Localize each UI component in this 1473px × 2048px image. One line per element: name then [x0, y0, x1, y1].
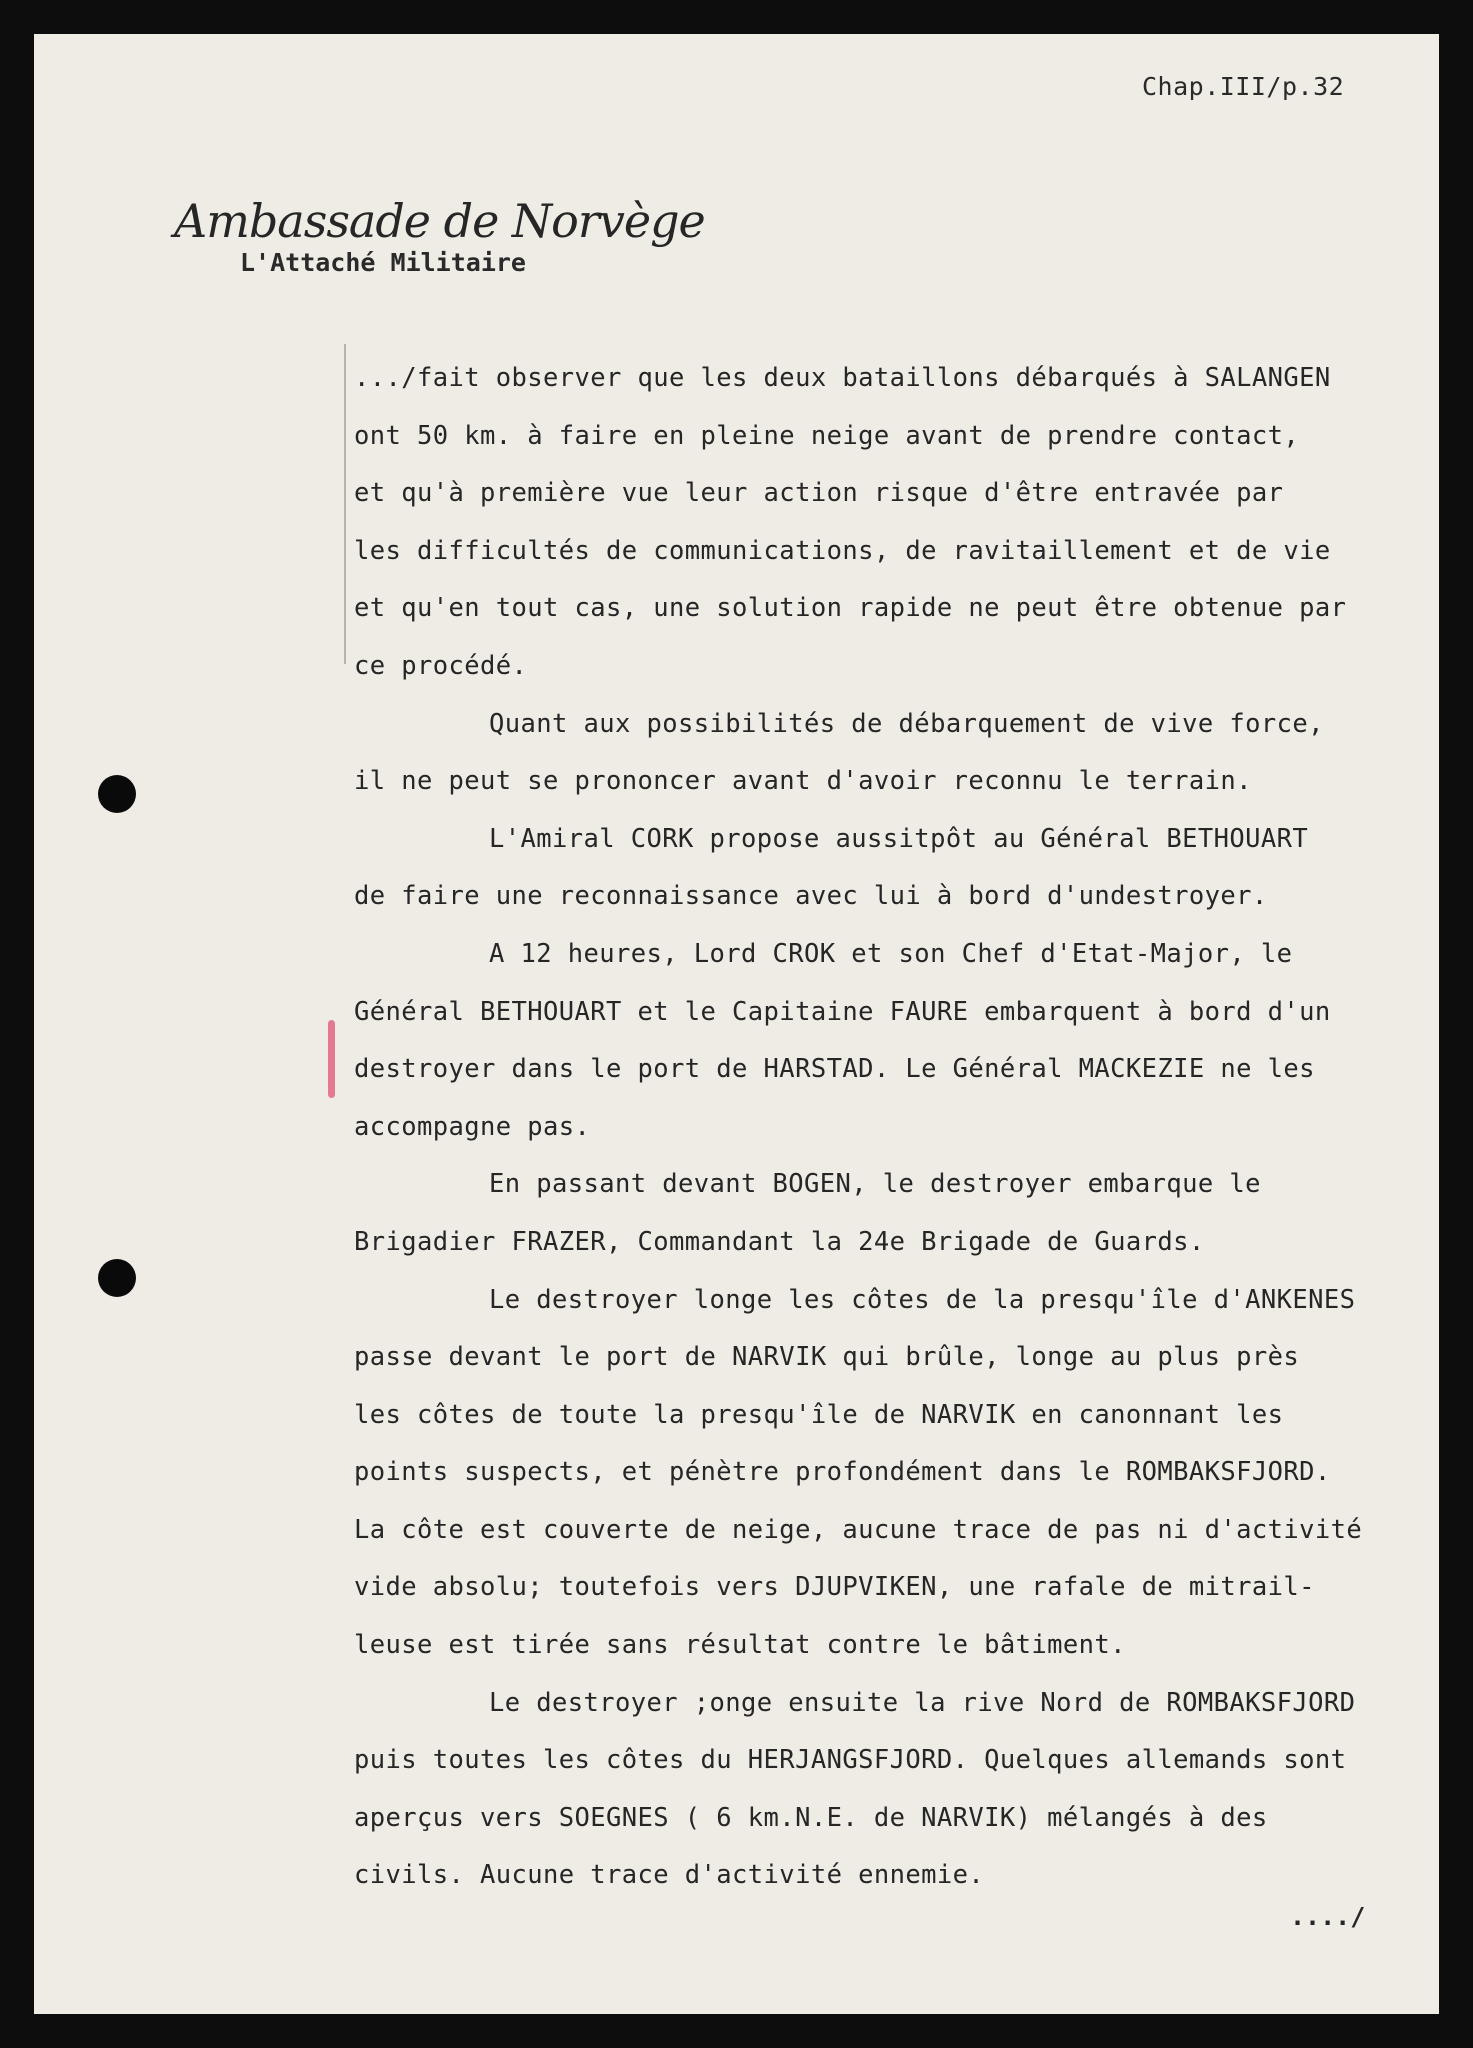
- text-line: destroyer dans le port de HARSTAD. Le Général MACKEZIE ne les: [354, 1054, 1315, 1085]
- punch-hole-top: [98, 775, 136, 813]
- text-line: .../fait observer que les deux bataillons débarqués à SALANGEN: [354, 363, 1331, 393]
- punch-hole-bottom: [98, 1259, 136, 1297]
- page-reference: Chap.III/p.32: [1142, 72, 1345, 101]
- text-line: civils. Aucune trace d'activité ennemie.: [354, 1860, 985, 1891]
- text-line: de faire une reconnaissance avec lui à bord d'undestroyer.: [354, 881, 1268, 912]
- text-line: vide absolu; toutefois vers DJUPVIKEN, une rafale de mitrail-: [354, 1572, 1315, 1603]
- text-line: aperçus vers SOEGNES ( 6 km.N.E. de NARVIK) mélangés à des: [354, 1802, 1268, 1833]
- text-line: les côtes de toute la presqu'île de NARVIK en canonnant les: [354, 1399, 1284, 1430]
- text-line: leuse est tirée sans résultat contre le bâtiment.: [354, 1630, 1126, 1661]
- text-line: Quant aux possibilités de débarquement de vive force,: [489, 708, 1324, 739]
- text-line: il ne peut se prononcer avant d'avoir reconnu le terrain.: [354, 766, 1252, 797]
- letterhead-subtitle: L'Attaché Militaire: [240, 248, 526, 277]
- text-line: et qu'à première vue leur action risque d'être entravée par: [354, 478, 1284, 509]
- body-text: [354, 350, 1424, 1905]
- text-line: L'Amiral CORK propose aussitpôt au Général BETHOUART: [489, 823, 1309, 854]
- text-line: puis toutes les côtes du HERJANGSFJORD. Quelques allemands sont: [354, 1745, 1347, 1776]
- margin-line: [344, 344, 346, 664]
- text-line: A 12 heures, Lord CROK et son Chef d'Etat-Major, le: [489, 938, 1293, 969]
- document-page: [34, 34, 1439, 2014]
- text-line: Le destroyer ;onge ensuite la rive Nord de ROMBAKSFJORD: [489, 1687, 1356, 1718]
- text-line: Général BETHOUART et le Capitaine FAURE embarquent à bord d'un: [354, 996, 1331, 1027]
- pink-margin-mark: [328, 1020, 335, 1098]
- text-line: ce procédé.: [354, 650, 528, 681]
- text-line: Brigadier FRAZER, Commandant la 24e Brigade de Guards.: [354, 1226, 1205, 1257]
- text-line: Le destroyer longe les côtes de la presqu'île d'ANKENES: [489, 1284, 1356, 1315]
- continuation-mark: ..../: [1290, 1902, 1366, 1931]
- text-line: points suspects, et pénètre profondément dans le ROMBAKSFJORD.: [354, 1457, 1331, 1488]
- text-line: La côte est couverte de neige, aucune trace de pas ni d'activité: [354, 1514, 1363, 1545]
- text-line: En passant devant BOGEN, le destroyer embarque le: [489, 1169, 1261, 1200]
- text-line: ont 50 km. à faire en pleine neige avant de prendre contact,: [354, 420, 1300, 451]
- text-line: et qu'en tout cas, une solution rapide ne peut être obtenue par: [354, 593, 1347, 624]
- text-line: passe devant le port de NARVIK qui brûle, longe au plus près: [354, 1342, 1300, 1373]
- letterhead-logo: Ambassade de Norvège: [174, 194, 705, 248]
- text-line: accompagne pas.: [354, 1111, 591, 1142]
- text-line: les difficultés de communications, de ravitaillement et de vie: [354, 535, 1331, 566]
